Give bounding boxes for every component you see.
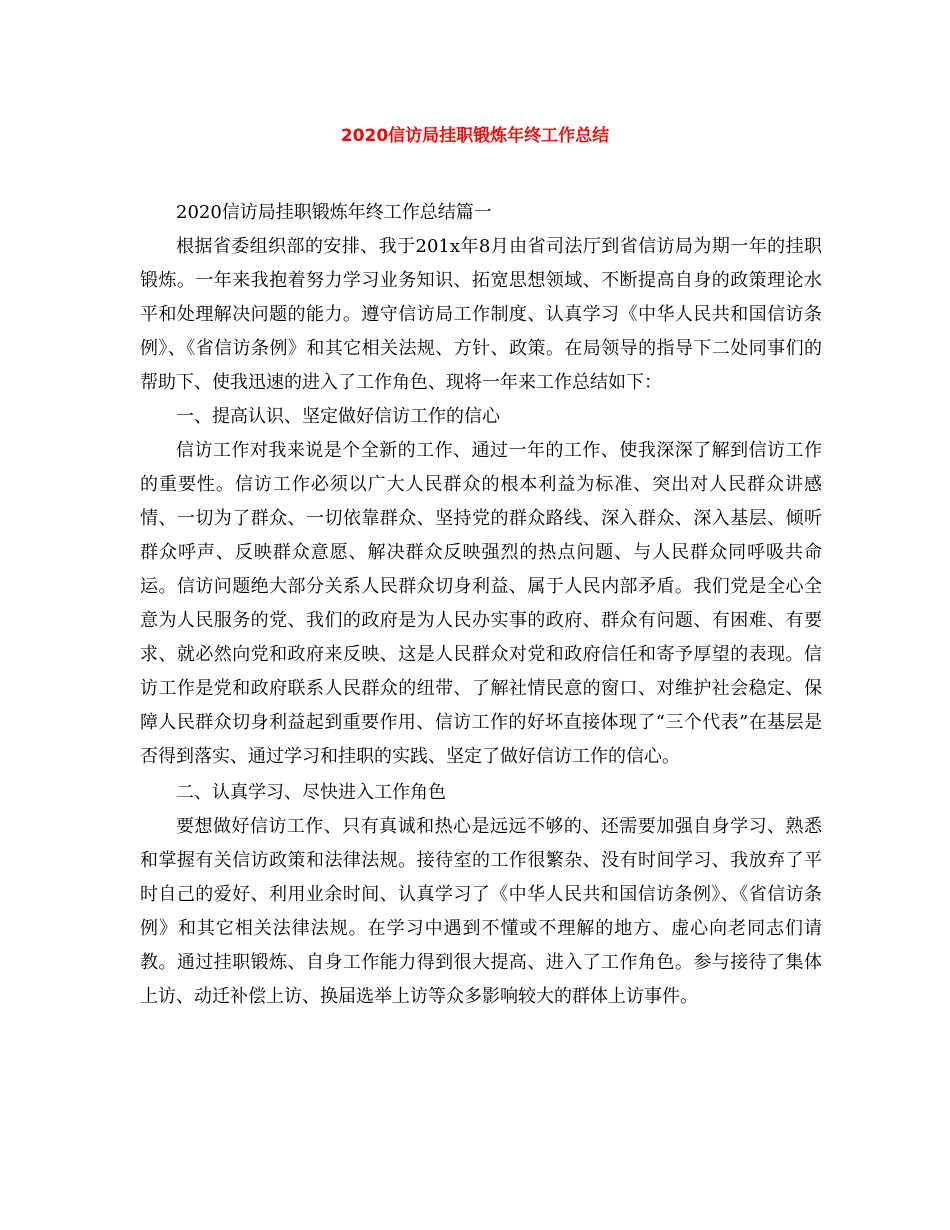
paragraph-section-one: 信访工作对我来说是个全新的工作、通过一年的工作、使我深深了解到信访工作的重要性。信访工作必须以广大人民群众的根本利益为标准、突出对人民群众讲感情、一切为了群众、一切依靠群众、坚持党的群众路线、深入群众、深入基层、倾听群众呼声、反映群众意愿、解决群众反映强烈的热点问题、与人民群众同呼吸共命运。信访问题绝大部分关系人民群众切身利益、属于人民内部矛盾。我们党是全心全意为人民服务的党、我们的政府是为人民办实事的政府、群众有问题、有困难、有要求、就必然向党和政府来反映、这是人民群众对党和政府信任和寄予厚望的表现。信访工作是党和政府联系人民群众的纽带、了解社情民意的窗口、对维护社会稳定、保障人民群众切身利益起到重要作用、信访工作的好坏直接体现了“三个代表”在基层是否得到落实、通过学习和挂职的实践、坚定了做好信访工作的信心。 <box>140 440 822 767</box>
section-heading-two: 二、认真学习、尽快进入工作角色 <box>176 782 446 803</box>
paragraph-section-two: 要想做好信访工作、只有真诚和热心是远远不够的、还需要加强自身学习、熟悉和掌握有关信访政策和法律法规。接待室的工作很繁杂、没有时间学习、我放弃了平时自己的爱好、利用业余时间、认真学习了《中华人民共和国信访条例》、《省信访条例》和其它相关法律法规。在学习中遇到不懂或不理解的地方、虚心向老同志们请教。通过挂职锻炼、自身工作能力得到很大提高、进入了工作角色。参与接待了集体上访、动迁补偿上访、换届选举上访等众多影响较大的群体上访事件。 <box>140 816 822 1007</box>
document-body <box>140 196 822 1014</box>
document-title: 2020信访局挂职锻炼年终工作总结 <box>340 126 610 146</box>
section-heading-one: 一、提高认识、坚定做好信访工作的信心 <box>176 406 500 427</box>
paragraph-intro: 根据省委组织部的安排、我于201x年8月由省司法厅到省信访局为期一年的挂职锻炼。一年来我抱着努力学习业务知识、拓宽思想领域、不断提高自身的政策理论水平和处理解决问题的能力。遵守信访局工作制度、认真学习《中华人民共和国信访条例》、《省信访条例》和其它相关法规、方针、政策。在局领导的指导下二处同事们的帮助下、使我迅速的进入了工作角色、现将一年来工作总结如下： <box>140 236 822 393</box>
section-heading-article: 2020信访局挂职锻炼年终工作总结篇一 <box>176 202 492 223</box>
